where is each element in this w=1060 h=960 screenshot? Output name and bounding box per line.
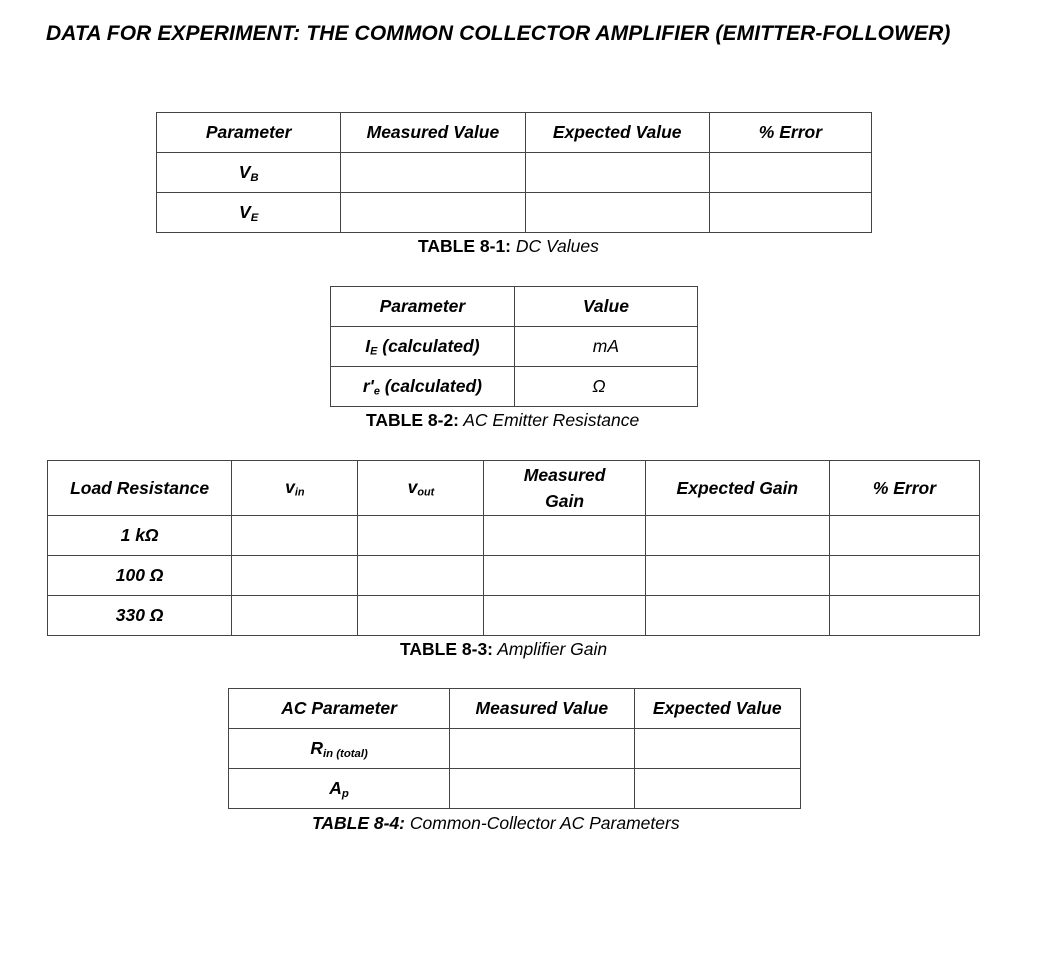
percent-error-cell[interactable] (709, 193, 871, 233)
expected-value-cell[interactable] (525, 193, 709, 233)
table-header-row (331, 287, 698, 327)
header-measured-value: Measured Value (341, 113, 525, 153)
caption-label: TABLE 8-2: (366, 410, 460, 430)
expected-value-cell[interactable] (634, 769, 800, 809)
table-row (331, 327, 698, 367)
caption-text: Common-Collector AC Parameters (405, 813, 680, 833)
table-ac-emitter-resistance (330, 286, 698, 407)
table-row (229, 769, 801, 809)
header-vin: $v_{in}$ (232, 461, 358, 516)
load-resistance-cell: 330 Ω (48, 596, 232, 636)
caption-label: TABLE 8-1: (418, 236, 512, 256)
unit-label: mA (592, 336, 620, 356)
percent-error-cell[interactable] (829, 556, 979, 596)
header-measured-value: Measured Value (450, 689, 634, 729)
load-resistance-cell: 1 kΩ (48, 516, 232, 556)
header-expected-gain: Expected Gain (645, 461, 829, 516)
unit-label: Ω (592, 376, 606, 396)
header-ac-parameter: AC Parameter (229, 689, 450, 729)
table-row (229, 729, 801, 769)
table-amplifier-gain (47, 460, 980, 636)
measured-value-cell[interactable] (341, 153, 525, 193)
measured-value-cell[interactable] (450, 769, 634, 809)
table-row (48, 516, 980, 556)
table-header-row (157, 113, 872, 153)
table-header-row (229, 689, 801, 729)
row-label-ap: $A_p$ (229, 769, 450, 809)
page-title: DATA FOR EXPERIMENT: THE COMMON COLLECTOR AMPLIFIER (EMITTER-FOLLOWER) (46, 22, 951, 45)
expected-gain-cell[interactable] (645, 596, 829, 636)
expected-value-cell[interactable] (634, 729, 800, 769)
row-label-re: $r'_e$ (calculated) (331, 367, 515, 407)
header-measured-gain: Measured Gain (484, 461, 645, 516)
measured-value-cell[interactable] (450, 729, 634, 769)
measured-gain-cell[interactable] (484, 516, 645, 556)
expected-gain-cell[interactable] (645, 516, 829, 556)
header-percent-error: % Error (709, 113, 871, 153)
caption-text: AC Emitter Resistance (459, 410, 640, 430)
expected-value-cell[interactable] (525, 153, 709, 193)
table-ac-parameters (228, 688, 801, 809)
header-load-resistance: Load Resistance (48, 461, 232, 516)
load-resistance-cell: 100 Ω (48, 556, 232, 596)
table-row (48, 596, 980, 636)
table-caption (400, 639, 607, 660)
vin-cell[interactable] (232, 516, 358, 556)
caption-text: Amplifier Gain (493, 639, 608, 659)
measured-value-cell[interactable] (341, 193, 525, 233)
header-value: Value (514, 287, 697, 327)
expected-gain-cell[interactable] (645, 556, 829, 596)
measured-gain-cell[interactable] (484, 596, 645, 636)
table-row (48, 556, 980, 596)
table-header-row (48, 461, 980, 516)
table-dc-values (156, 112, 872, 233)
vin-cell[interactable] (232, 556, 358, 596)
header-parameter: Parameter (331, 287, 515, 327)
caption-text: DC Values (511, 236, 599, 256)
percent-error-cell[interactable] (829, 516, 979, 556)
vout-cell[interactable] (358, 516, 484, 556)
table-caption (418, 236, 599, 257)
header-parameter: Parameter (157, 113, 341, 153)
percent-error-cell[interactable] (829, 596, 979, 636)
caption-label: TABLE 8-4: (312, 813, 406, 833)
table-row (331, 367, 698, 407)
header-vout: $v_{out}$ (358, 461, 484, 516)
percent-error-cell[interactable] (709, 153, 871, 193)
vin-cell[interactable] (232, 596, 358, 636)
table-caption (312, 813, 680, 834)
value-cell[interactable] (514, 327, 697, 367)
row-label-ie: $I_E$ (calculated) (331, 327, 515, 367)
table-caption (366, 410, 639, 431)
row-label-vb: $V_B$ (157, 153, 341, 193)
value-cell[interactable] (514, 367, 697, 407)
vout-cell[interactable] (358, 556, 484, 596)
caption-label: TABLE 8-3: (400, 639, 494, 659)
row-label-rin-total: $R_{in (total)}$ (229, 729, 450, 769)
measured-gain-cell[interactable] (484, 556, 645, 596)
header-percent-error: % Error (829, 461, 979, 516)
row-label-ve: $V_E$ (157, 193, 341, 233)
header-expected-value: Expected Value (634, 689, 800, 729)
header-expected-value: Expected Value (525, 113, 709, 153)
vout-cell[interactable] (358, 596, 484, 636)
table-row (157, 193, 872, 233)
table-row (157, 153, 872, 193)
